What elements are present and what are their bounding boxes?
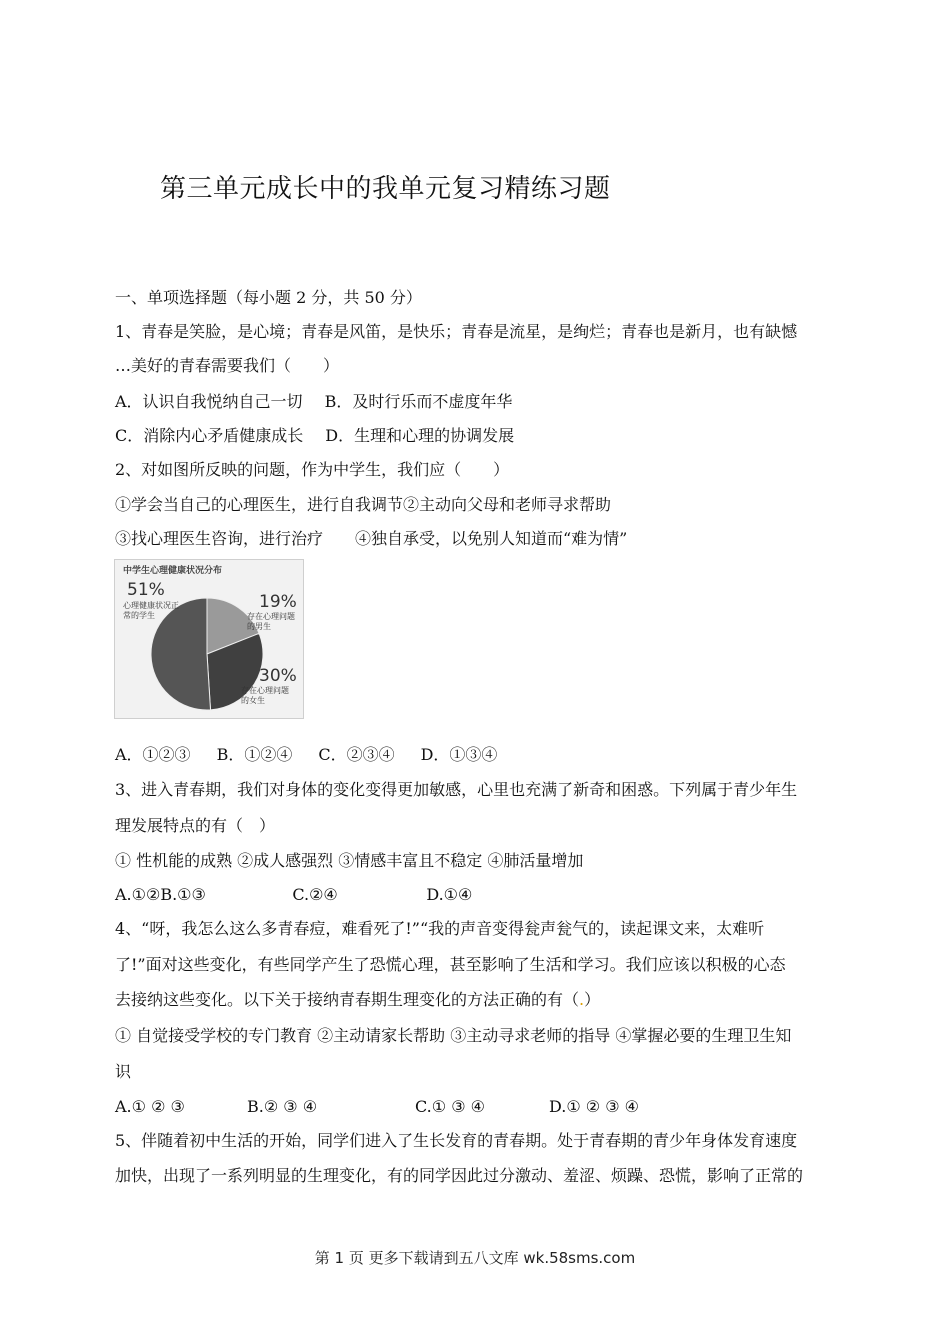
q4-stem-line1: 4、“呀，我怎么这么多青春痘，难看死了!”“我的声音变得瓮声瓮气的，读起课文来，太难听	[115, 919, 765, 938]
q4-stem-line5: 识	[115, 1062, 132, 1081]
label-boys-pct: 19%	[259, 592, 297, 612]
section-heading: 一、单项选择题（每小题 2 分，共 50 分）	[115, 288, 422, 307]
q1-stem-line2: …美好的青春需要我们（ ）	[115, 356, 340, 375]
q4-stem-line2: 了!”面对这些变化，有些同学产生了恐慌心理，甚至影响了生活和学习。我们应该以积极的心态	[115, 955, 786, 974]
q2-option-b: B．①②④	[216, 745, 293, 764]
q3-stem-line1: 3、进入青春期，我们对身体的变化变得更加敏感，心里也充满了新奇和困惑。下列属于青少年生	[115, 780, 798, 799]
q5-stem-line2: 加快，出现了一系列明显的生理变化，有的同学因此过分激动、羞涩、烦躁、恐慌，影响了正常的	[115, 1166, 804, 1185]
q3-option-b: B.①③	[160, 885, 206, 904]
q4-stem-line3-text: 去接纳这些变化。以下关于接纳青春期生理变化的方法正确的有（	[115, 990, 580, 1009]
q4-option-b: B.② ③ ④	[247, 1097, 318, 1116]
q3-stem-line2: 理发展特点的有（ ）	[115, 816, 276, 835]
q3-stem-line3: ① 性机能的成熟 ②成人感强烈 ③情感丰富且不稳定 ④肺活量增加	[115, 851, 584, 870]
page-title: 第三单元成长中的我单元复习精练习题	[160, 174, 611, 204]
q1-option-b: B．及时行乐而不虚度年华	[324, 392, 513, 411]
label-normal-pct: 51%	[127, 580, 165, 600]
page-footer: 第 1 页 更多下载请到五八文库 wk.58sms.com	[314, 1249, 636, 1267]
q4-stem-line3-close: ）	[584, 990, 601, 1009]
q1-option-a: A．认识自我悦纳自己一切	[115, 392, 303, 411]
label-girls-pct: 30%	[259, 666, 297, 686]
q4-stem-line4: ① 自觉接受学校的专门教育 ②主动请家长帮助 ③主动寻求老师的指导 ④掌握必要的生理卫生知	[115, 1026, 792, 1045]
q4-option-a: A.① ② ③	[115, 1097, 185, 1116]
q5-stem-line1: 5、伴随着初中生活的开始，同学们进入了生长发育的青春期。处于青春期的青少年身体发育速度	[115, 1131, 798, 1150]
q1-options-ab	[115, 392, 512, 412]
q4-option-d: D.① ② ③ ④	[549, 1097, 639, 1116]
q4-stem-dot: .	[579, 990, 585, 1009]
q1-option-c: C．消除内心矛盾健康成长	[115, 426, 304, 445]
q3-option-d: D.①④	[426, 885, 473, 904]
q1-stem-line1: 1、青春是笑脸，是心境；青春是风笛，是快乐；青春是流星，是绚烂；青春也是新月，也有缺憾	[115, 322, 798, 341]
q4-options	[115, 1097, 639, 1117]
q3-option-a: A.①②	[115, 885, 161, 904]
q3-options	[115, 885, 472, 905]
q2-option-c: C．②③④	[318, 745, 395, 764]
q1-options-cd	[115, 426, 514, 446]
label-boys-text: 存在心理问题的男生	[247, 612, 295, 631]
q2-stem-line2: ①学会当自己的心理医生，进行自我调节②主动向父母和老师寻求帮助	[115, 495, 612, 514]
figure-title: 中学生心理健康状况分布	[123, 566, 223, 576]
label-normal-text: 心理健康状况正常的学生	[123, 601, 179, 620]
q2-option-a: A．①②③	[115, 745, 191, 764]
q2-options	[115, 745, 497, 765]
q4-stem-line3	[115, 990, 600, 1010]
q2-option-d: D．①③④	[420, 745, 498, 764]
q1-option-d: D．生理和心理的协调发展	[325, 426, 515, 445]
q4-option-c: C.① ③ ④	[415, 1097, 485, 1116]
pie-chart-figure	[114, 559, 304, 719]
q3-option-c: C.②④	[292, 885, 338, 904]
q2-stem-line3: ③找心理医生咨询，进行治疗 ④独自承受，以免别人知道而“难为情”	[115, 529, 628, 548]
q2-stem-line1: 2、对如图所反映的问题，作为中学生，我们应（ ）	[115, 460, 510, 479]
label-girls-text: 存在心理问题的女生	[241, 686, 289, 705]
